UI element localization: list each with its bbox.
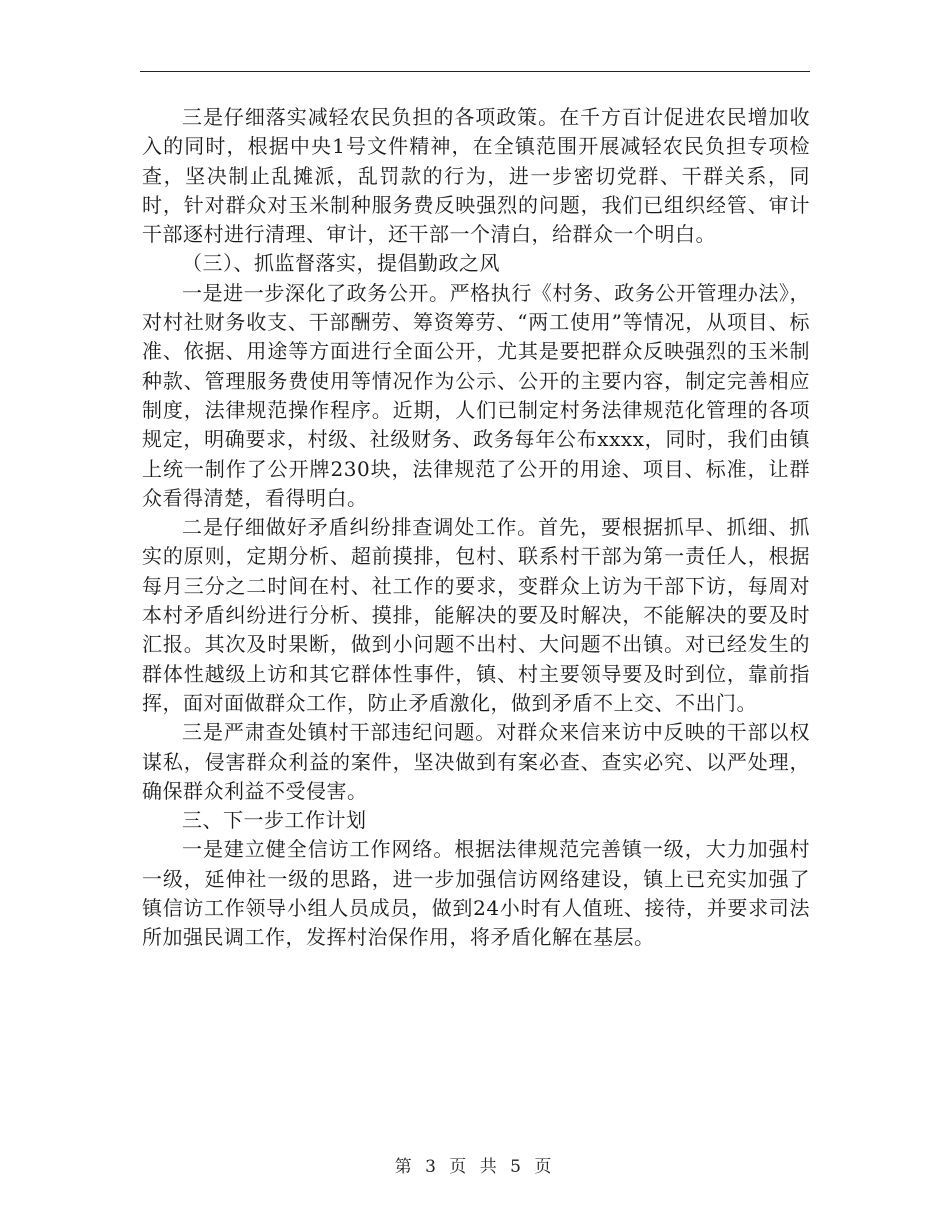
page-number: 第 3 页 共 5 页 xyxy=(394,1157,556,1177)
section-heading-supervision: （三）、抓监督落实，提倡勤政之风 xyxy=(182,251,500,276)
paragraph-petition-network: 一是建立健全信访工作网络。根据法律规范完善镇一级，大力加强村一级，延伸社一级的思路，进一步加强信访网络建设，镇上已充实加强了镇信访工作领导小组人员成员，做到24小时有人值班、接待，并要求司法所加强民调工作，发挥村治保作用，将矛盾化解在基层。 xyxy=(142,837,810,950)
paragraph-burden-policy: 三是仔细落实减轻农民负担的各项政策。在千方百计促进农民增加收入的同时，根据中央1号文件精神，在全镇范围开展减轻农民负担专项检查，坚决制止乱摊派，乱罚款的行为，进一步密切党群、干群关系，同时，针对群众对玉米制种服务费反映强烈的问题，我们已组织经管、审计干部逐村进行清理、审计，还干部一个清白，给群众一个明白。 xyxy=(142,105,810,247)
header-rule xyxy=(140,71,810,72)
paragraph-discipline: 三是严肃查处镇村干部违纪问题。对群众来信来访中反映的干部以权谋私，侵害群众利益的案件，坚决做到有案必查、查实必究、以严处理，确保群众利益不受侵害。 xyxy=(142,720,810,803)
paragraph-government-affairs: 一是进一步深化了政务公开。严格执行《村务、政务公开管理办法》，对村社财务收支、干部酬劳、筹资筹劳、“两工使用”等情况，从项目、标准、依据、用途等方面进行全面公开，尤其是要把群众反映强烈的玉米制种款、管理服务费使用等情况作为公示、公开的主要内容，制定完善相应制度，法律规范操作程序。近期，人们已制定村务法律规范化管理的各项规定，明确要求，村级、社级财务、政务每年公布xxxx，同时，我们由镇上统一制作了公开牌230块，法律规范了公开的用途、项目、标准，让群众看得清楚，看得明白。 xyxy=(142,280,810,510)
section-heading-next-plan: 三、下一步工作计划 xyxy=(182,808,367,833)
paragraph-dispute-mediation: 二是仔细做好矛盾纠纷排查调处工作。首先，要根据抓早、抓细、抓实的原则，定期分析、超前摸排，包村、联系村干部为第一责任人，根据每月三分之二时间在村、社工作的要求，变群众上访为干部下访，每周对本村矛盾纠纷进行分析、摸排，能解决的要及时解决，不能解决的要及时汇报。其次及时果断，做到小问题不出村、大问题不出镇。对已经发生的群体性越级上访和其它群体性事件，镇、村主要领导要及时到位，靠前指挥，面对面做群众工作，防止矛盾激化，做到矛盾不上交、不出门。 xyxy=(142,515,810,715)
document-body xyxy=(142,103,810,953)
